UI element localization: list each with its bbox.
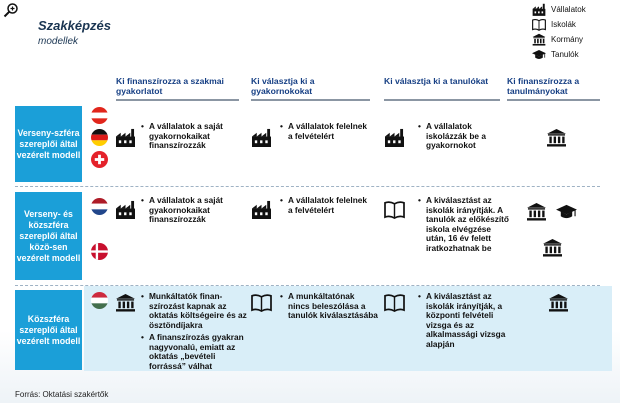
switzerland-flag [91, 151, 108, 168]
cell-text: • A vállalatok felelnek a felvételért [288, 122, 368, 141]
zoom-icon[interactable] [3, 2, 19, 18]
column-header-student-selection: Ki választja ki a tanulókat [384, 76, 489, 86]
germany-flag [91, 129, 108, 146]
government-icon [542, 238, 563, 257]
graduate-cap-icon [532, 48, 546, 61]
factory-icon [532, 3, 546, 16]
cell-text: • A finanszírozás gyakran nagyvonalú, emiatt az oktatás „bevételi forrássá” válhat [149, 333, 249, 371]
factory-icon [384, 128, 405, 147]
row-label-mixed: Verseny- és közszféra szereplői által közö-sen vezérelt modell [15, 192, 82, 280]
legend-label: Iskolák [551, 20, 576, 29]
factory-icon [251, 200, 272, 219]
legend-item-students [532, 47, 586, 62]
legend-label: Vállalatok [551, 5, 586, 14]
cell-text: • Munkáltatók finan-szírozást kapnak az oktatás költségeire és az ösztöndíjakra [149, 292, 249, 330]
school-icon [384, 293, 405, 312]
denmark-flag [91, 243, 108, 260]
legend [532, 2, 586, 62]
legend-item-schools [532, 17, 586, 32]
government-icon [526, 202, 547, 221]
hungary-flag [91, 292, 108, 309]
legend-item-companies [532, 2, 586, 17]
graduate-cap-icon [556, 202, 577, 221]
school-icon [251, 293, 272, 312]
netherlands-flag [91, 198, 108, 215]
page-subtitle: modellek [38, 36, 79, 47]
legend-item-government [532, 32, 586, 47]
page-title: Szakképzés [38, 18, 111, 33]
austria-flag [91, 107, 108, 124]
row-separator [15, 285, 600, 286]
column-header-intern-selection: Ki választja ki a gyakornokokat [251, 76, 315, 96]
factory-icon [115, 200, 136, 219]
row-label-private: Verseny-szféra szereplői által vezérelt modell [15, 106, 82, 182]
government-icon [546, 128, 567, 147]
cell-text: • A kiválasztást az iskolák irányítják, a központi felvételi vizsga és az alkalmassági vizsga alapján [426, 292, 518, 350]
column-underline [384, 99, 500, 101]
factory-icon [251, 128, 272, 147]
column-header-study-funding: Ki finanszírozza a tanulmányokat [507, 76, 580, 96]
cell-text: • A vállalatok a saját gyakornokaikat finanszírozzák [149, 122, 244, 151]
government-icon [532, 33, 546, 46]
cell-text: • A kiválasztást az iskolák irányítják. A tanulók az előkészítő iskola elvégzése után, 16 év felett iratkozhatnak be [426, 196, 512, 254]
row-label-public: Közszféra szereplői által vezérelt modell [15, 290, 82, 370]
government-icon [548, 293, 569, 312]
cell-text: • A vállalatok iskolázzák be a gyakornokot [426, 122, 504, 151]
column-header-internship-funding: Ki finanszírozza a szakmai gyakorlatot [116, 76, 224, 96]
school-icon [384, 200, 405, 219]
cell-text: • A vállalatok felelnek a felvételért [288, 196, 368, 215]
legend-label: Tanulók [551, 50, 579, 59]
column-underline [116, 99, 239, 101]
cell-text: • A vállalatok a saját gyakornokaikat finanszírozzák [149, 196, 244, 225]
cell-text: • A munkáltatónak nincs beleszólása a tanulók kiválasztásába [288, 292, 378, 321]
factory-icon [115, 128, 136, 147]
row-separator [15, 186, 600, 187]
government-icon [115, 293, 136, 312]
legend-label: Kormány [551, 35, 584, 44]
school-icon [532, 18, 546, 31]
source-note: Forrás: Oktatási szakértők [15, 390, 109, 399]
column-underline [251, 99, 370, 101]
column-underline [507, 99, 600, 101]
